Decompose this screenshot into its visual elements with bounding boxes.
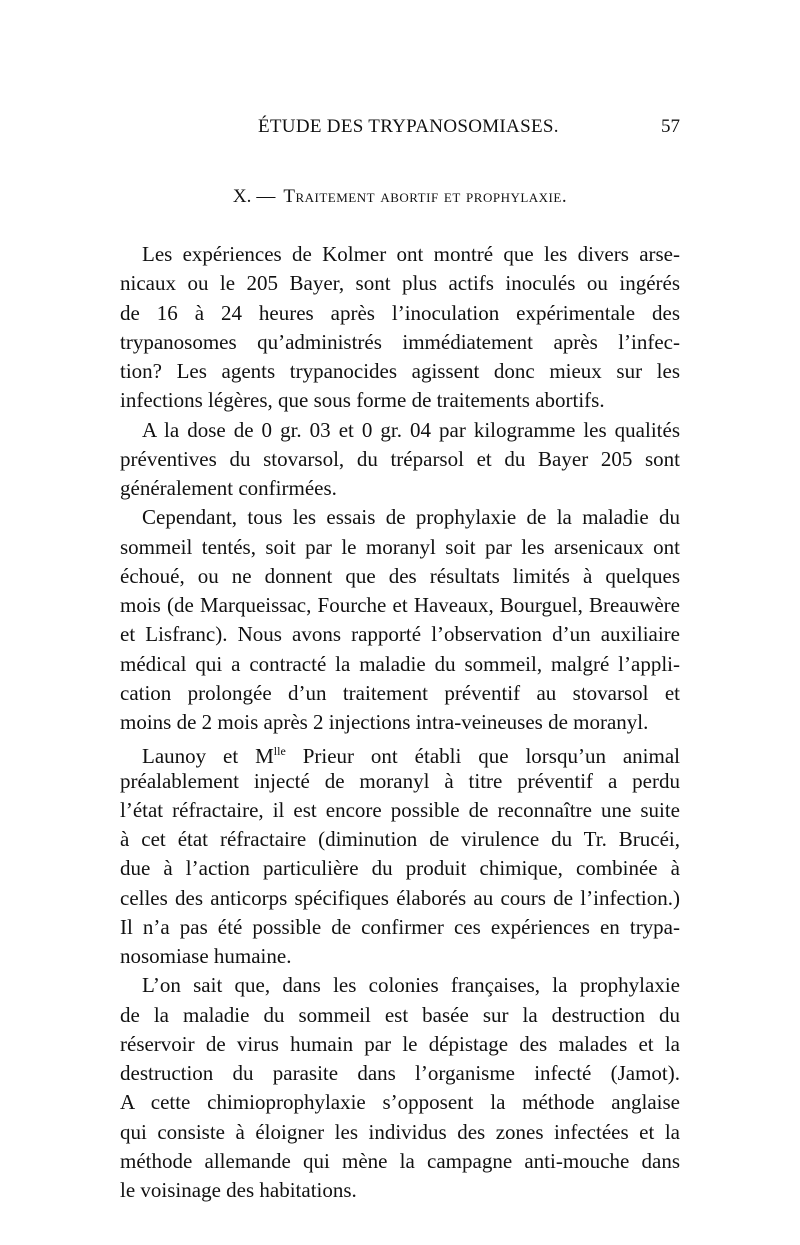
- text-line: méthode allemande qui mène la campagne anti-mouche dans: [120, 1148, 680, 1173]
- section-heading: [120, 186, 680, 208]
- text-line: préalablement injecté de moranyl à titre préventif a perdu: [120, 768, 680, 793]
- text-line: de la maladie du sommeil est basée sur la destruction du: [120, 1002, 680, 1027]
- text-line: sommeil tentés, soit par le moranyl soit par les arsenicaux ont: [120, 534, 680, 559]
- text-line: nicaux ou le 205 Bayer, sont plus actifs inoculés ou ingérés: [120, 271, 680, 296]
- text-line: réservoir de virus humain par le dépistage des malades et la: [120, 1031, 680, 1056]
- text-line: destruction du parasite dans l’organisme infecté (Jamot).: [120, 1061, 680, 1085]
- running-title: ÉTUDE DES TRYPANOSOMIASES.: [258, 116, 559, 137]
- text-line: qui consiste à éloigner les individus des zones infectées et la: [120, 1119, 680, 1144]
- text-line: nosomiase humaine.: [120, 944, 292, 968]
- text-line: L’on sait que, dans les colonies françaises, la prophylaxie: [142, 973, 680, 998]
- section-title: Traitement abortif et prophylaxie.: [283, 186, 568, 207]
- text-line: cation prolongée d’un traitement préventif au stovarsol et: [120, 680, 680, 705]
- text-line: Cependant, tous les essais de prophylaxie de la maladie du: [142, 505, 680, 530]
- page-number: 57: [661, 116, 680, 137]
- superscript-lle: lle: [273, 744, 286, 759]
- text-line: préventives du stovarsol, du tréparsol et du Bayer 205 sont: [120, 446, 680, 471]
- text-line: le voisinage des habitations.: [120, 1178, 357, 1202]
- text-line: de 16 à 24 heures après l’inoculation expérimentale des: [120, 300, 680, 325]
- text-line: à cet état réfractaire (diminution de virulence du Tr. Brucéi,: [120, 827, 680, 851]
- text-line: trypanosomes qu’administrés immédiatement après l’infec-: [120, 329, 680, 354]
- text-line: A la dose de 0 gr. 03 et 0 gr. 04 par kilogramme les qualités: [142, 417, 680, 442]
- text-line: généralement confirmées.: [120, 476, 337, 500]
- text-line: infections légères, que sous forme de traitements abortifs.: [120, 388, 605, 413]
- section-dash: —: [256, 186, 276, 207]
- text-line: due à l’action particulière du produit chimique, combinée à: [120, 856, 680, 881]
- text-line: Launoy et $M^{lle}$ Prieur ont établi que lorsqu’un animal: [142, 744, 680, 769]
- text-line: médical qui a contracté la maladie du sommeil, malgré l’appli-: [120, 651, 680, 676]
- text-line: échoué, ou ne donnent que des résultats limités à quelques: [120, 563, 680, 588]
- text-line: Il n’a pas été possible de confirmer ces expériences en trypa-: [120, 914, 680, 939]
- text-line: tion? Les agents trypanocides agissent donc mieux sur les: [120, 359, 680, 383]
- text-line: mois (de Marqueissac, Fourche et Haveaux, Bourguel, Breauwère: [120, 593, 680, 617]
- running-head: [120, 116, 680, 144]
- section-number: X.: [232, 186, 252, 207]
- text-line: moins de 2 mois après 2 injections intra-veineuses de moranyl.: [120, 710, 649, 734]
- text-line: celles des anticorps spécifiques élaborés au cours de l’infection.): [120, 885, 680, 910]
- text-line: et Lisfranc). Nous avons rapporté l’observation d’un auxiliaire: [120, 622, 680, 647]
- text-line: l’état réfractaire, il est encore possible de reconnaître une suite: [120, 797, 680, 822]
- text-line: A cette chimioprophylaxie s’opposent la méthode anglaise: [120, 1090, 680, 1115]
- text-line: Les expériences de Kolmer ont montré que les divers arse-: [142, 242, 680, 266]
- body-text: [120, 240, 680, 1205]
